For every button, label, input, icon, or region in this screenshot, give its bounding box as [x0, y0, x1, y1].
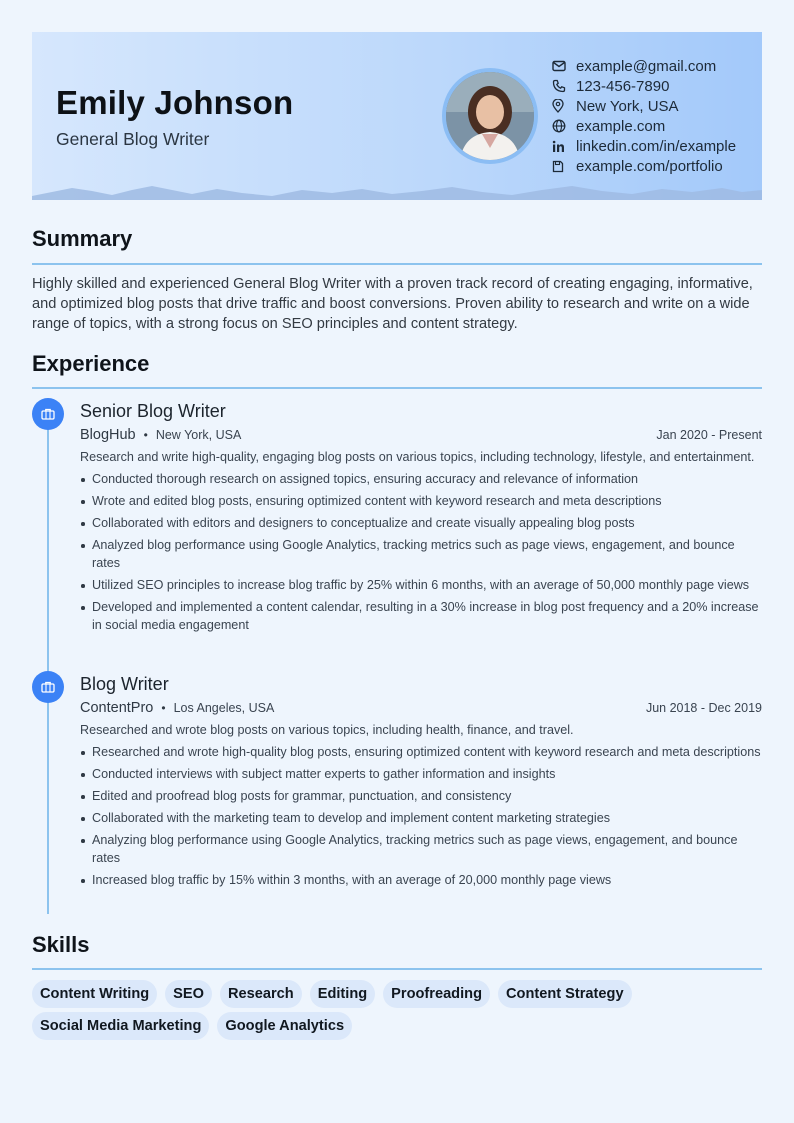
skill-chip: Content Writing — [32, 980, 157, 1008]
job-meta — [80, 697, 762, 719]
timeline-line — [47, 414, 49, 914]
achievement-item: Conducted thorough research on assigned topics, ensuring accuracy and relevance of information — [80, 470, 762, 488]
experience-entry — [80, 398, 762, 638]
achievement-item: Developed and implemented a content calendar, resulting in a 30% increase in blog post frequency and a 20% increase in social media engagement — [80, 598, 762, 634]
profile-photo — [442, 68, 538, 164]
summary-text: Highly skilled and experienced General Blog Writer with a proven track record of creating engaging, informative, and optimized blog posts that drive traffic and boost conversions. Proven ability to research and write on a wide range of topics, with a strong focus on SEO principles and content strategy. — [32, 276, 753, 332]
skills-list — [32, 980, 762, 1044]
separator-dot: • — [143, 428, 148, 442]
job-company: BlogHub — [80, 427, 136, 443]
contact-phone[interactable] — [552, 76, 736, 96]
achievement-item: Analyzing blog performance using Google Analytics, tracking metrics such as page views, engagement, and bounce rates — [80, 831, 762, 867]
summary-divider — [32, 263, 762, 265]
separator-dot: • — [161, 701, 166, 715]
mail-icon — [552, 56, 576, 76]
achievement-item: Analyzed blog performance using Google Analytics, tracking metrics such as page views, engagement, and bounce rates — [80, 536, 762, 572]
experience-heading: Experience — [32, 351, 150, 376]
contact-location — [552, 96, 736, 116]
achievement-item: Increased blog traffic by 15% within 3 months, with an average of 20,000 monthly page views — [80, 871, 762, 889]
job-meta — [80, 424, 762, 446]
skills-divider — [32, 968, 762, 970]
job-company: ContentPro — [80, 700, 154, 716]
contact-website-text: example.com — [576, 117, 666, 135]
skill-chip: SEO — [165, 980, 212, 1008]
header-wave-decoration — [32, 184, 762, 200]
contact-email[interactable] — [552, 56, 736, 76]
contact-portfolio-text: example.com/portfolio — [576, 157, 723, 175]
location-pin-icon — [552, 96, 576, 116]
globe-icon — [552, 116, 576, 136]
job-location: New York, USA — [155, 428, 242, 442]
achievement-item: Researched and wrote high-quality blog posts, ensuring optimized content with keyword research and meta descriptions — [80, 743, 762, 761]
job-achievements — [80, 470, 762, 634]
skill-chip: Google Analytics — [217, 1012, 352, 1040]
achievement-item: Collaborated with the marketing team to develop and implement content marketing strategies — [80, 809, 762, 827]
portfolio-icon — [552, 156, 576, 176]
job-location: Los Angeles, USA — [173, 701, 275, 715]
achievement-item: Utilized SEO principles to increase blog traffic by 25% within 6 months, with an average of 50,000 monthly page views — [80, 576, 762, 594]
achievement-item: Conducted interviews with subject matter experts to gather information and insights — [80, 765, 762, 783]
job-description: Researched and wrote blog posts on various topics, including health, finance, and travel. — [80, 723, 574, 737]
skill-chip: Editing — [310, 980, 375, 1008]
candidate-role: General Blog Writer — [56, 129, 210, 149]
skills-heading: Skills — [32, 932, 90, 957]
job-date: Jan 2020 - Present — [656, 428, 762, 442]
summary-heading: Summary — [32, 226, 133, 251]
contact-linkedin[interactable] — [552, 136, 736, 156]
skill-chip: Content Strategy — [498, 980, 632, 1008]
briefcase-icon — [32, 671, 64, 703]
experience-divider — [32, 387, 762, 389]
achievement-item: Edited and proofread blog posts for grammar, punctuation, and consistency — [80, 787, 762, 805]
contact-phone-text: 123-456-7890 — [576, 77, 670, 95]
job-description: Research and write high-quality, engaging blog posts on various topics, including technology, lifestyle, and entertainment. — [80, 450, 755, 464]
contact-email-text: example@gmail.com — [576, 57, 717, 75]
job-achievements — [80, 743, 762, 889]
contact-location-text: New York, USA — [576, 97, 679, 115]
linkedin-icon — [552, 136, 576, 156]
contact-linkedin-text: linkedin.com/in/example — [576, 137, 737, 155]
achievement-item: Collaborated with editors and designers to conceptualize and create visually appealing blog posts — [80, 514, 762, 532]
candidate-name: Emily Johnson — [56, 84, 294, 121]
job-title: Senior Blog Writer — [80, 401, 226, 421]
achievement-item: Wrote and edited blog posts, ensuring optimized content with keyword research and meta descriptions — [80, 492, 762, 510]
resume-header — [32, 32, 762, 200]
contact-portfolio[interactable] — [552, 156, 736, 176]
experience-entry — [80, 671, 762, 893]
contact-website[interactable] — [552, 116, 736, 136]
skill-chip: Proofreading — [383, 980, 490, 1008]
skill-chip: Social Media Marketing — [32, 1012, 209, 1040]
briefcase-icon — [32, 398, 64, 430]
contact-list — [552, 56, 736, 176]
phone-icon — [552, 76, 576, 96]
job-title: Blog Writer — [80, 674, 169, 694]
skill-chip: Research — [220, 980, 302, 1008]
job-date: Jun 2018 - Dec 2019 — [645, 701, 762, 715]
